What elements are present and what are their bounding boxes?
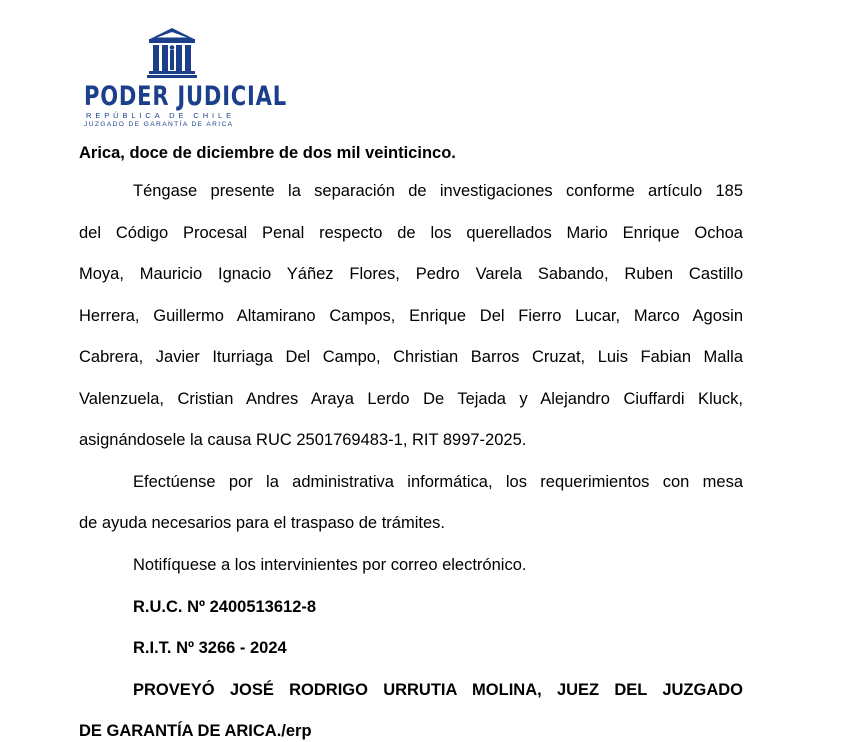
logo-title: PODER JUDICIAL [84, 81, 287, 112]
paragraph-1-line: asignándosele la causa RUC 2501769483-1, RIT 8997-2025. [79, 431, 527, 449]
logo-subtitle-court: JUZGADO DE GARANTÍA DE ARICA [84, 121, 234, 128]
logo-subtitle-republic: REPÚBLICA DE CHILE [86, 111, 235, 120]
poder-judicial-logo [78, 26, 287, 128]
signature-line: DE GARANTÍA DE ARICA./erp [79, 722, 312, 740]
ruc-number: R.U.C. Nº 2400513612-8 [133, 598, 317, 616]
paragraph-1-line: Herrera, Guillermo Altamirano Campos, Enrique Del Fierro Lucar, Marco Agosin [79, 307, 743, 325]
paragraph-2-line: Efectúense por la administrativa informática, los requerimientos con mesa [133, 473, 743, 491]
paragraph-1-line: del Código Procesal Penal respecto de los querellados Mario Enrique Ochoa [79, 224, 743, 242]
paragraph-2-line: de ayuda necesarios para el traspaso de trámites. [79, 514, 445, 532]
rit-number: R.I.T. Nº 3266 - 2024 [133, 639, 287, 657]
paragraph-1-line: Téngase presente la separación de investigaciones conforme artículo 185 [133, 182, 743, 200]
courthouse-icon [146, 26, 198, 80]
paragraph-3: Notifíquese a los intervinientes por correo electrónico. [133, 556, 527, 574]
paragraph-1-line: Valenzuela, Cristian Andres Araya Lerdo De Tejada y Alejandro Ciuffardi Kluck, [79, 390, 743, 408]
date-line: Arica, doce de diciembre de dos mil veinticinco. [79, 144, 456, 162]
paragraph-1-line: Cabrera, Javier Iturriaga Del Campo, Christian Barros Cruzat, Luis Fabian Malla [79, 348, 743, 366]
paragraph-1-line: Moya, Mauricio Ignacio Yáñez Flores, Pedro Varela Sabando, Ruben Castillo [79, 265, 743, 283]
signature-line: PROVEYÓ JOSÉ RODRIGO URRUTIA MOLINA, JUEZ DEL JUZGADO [133, 681, 743, 699]
